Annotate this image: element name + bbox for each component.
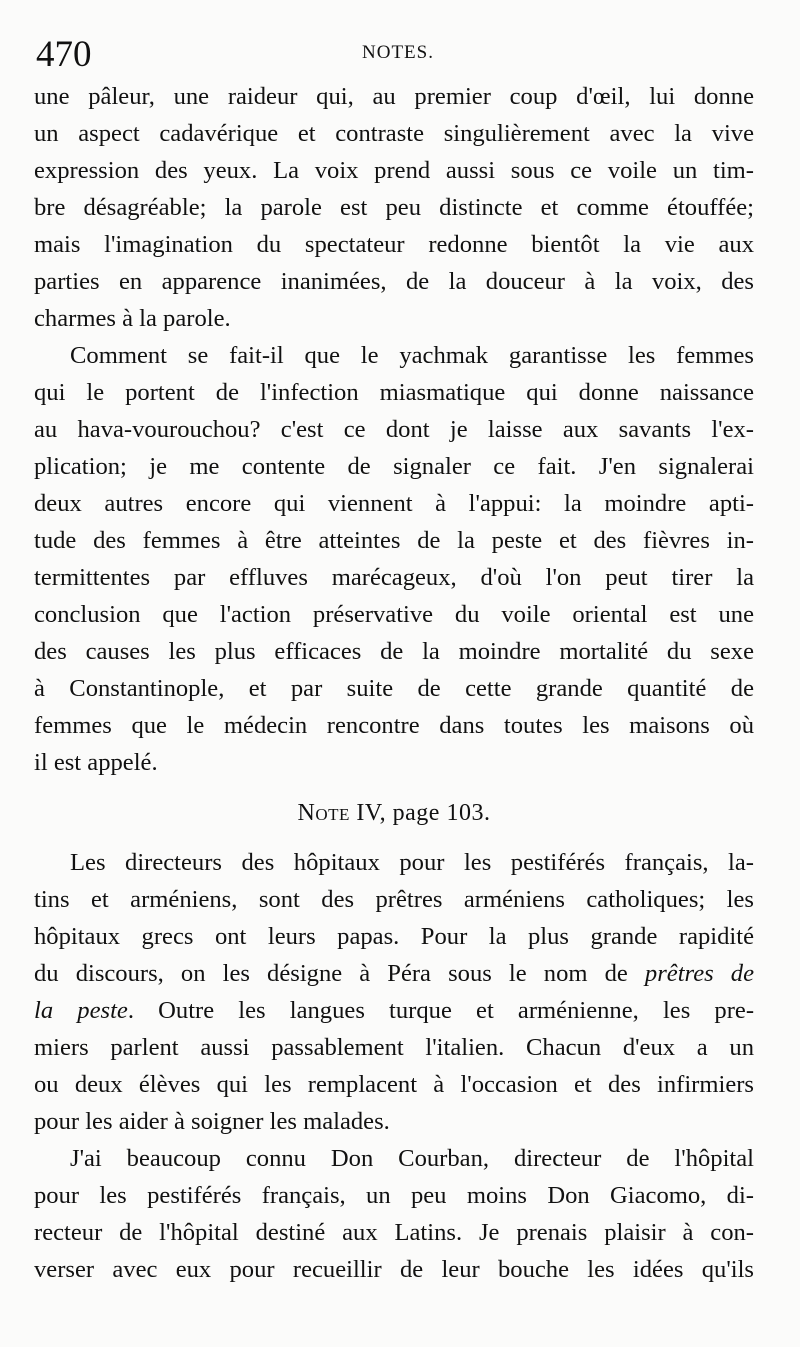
italic-term: prêtres de [644, 960, 754, 987]
text-run: du discours, on les désigne à Péra sous le nom de [34, 960, 645, 987]
text-line: termittentes par effluves marécageux, d'où l'on peut tirer la [34, 564, 754, 591]
text-line: recteur de l'hôpital destiné aux Latins. Je prenais plaisir à con- [34, 1219, 754, 1246]
text-line: hôpitaux grecs ont leurs papas. Pour la plus grande rapidité [34, 923, 754, 950]
text-line [34, 992, 754, 1029]
text-line: mais l'imagination du spectateur redonne bientôt la vie aux [34, 231, 754, 258]
paragraph-3 [34, 844, 754, 1140]
text-line: un aspect cadavérique et contraste singulièrement avec la vive [34, 120, 754, 147]
paragraph-2 [34, 337, 754, 781]
note-heading-rest: IV, page 103. [349, 800, 491, 826]
text-line: à Constantinople, et par suite de cette grande quantité de [34, 675, 754, 702]
text-line: Les directeurs des hôpitaux pour les pestiférés français, la- [70, 849, 754, 876]
text-line: miers parlent aussi passablement l'italien. Chacun d'eux a un [34, 1034, 754, 1061]
text-line: deux autres encore qui viennent à l'appui: la moindre apti- [34, 490, 754, 517]
text-line: au hava-vourouchou? c'est ce dont je laisse aux savants l'ex- [34, 416, 754, 443]
paragraph-1 [34, 78, 754, 337]
text-line: bre désagréable; la parole est peu distincte et comme étouffée; [34, 194, 754, 221]
text-line: ou deux élèves qui les remplacent à l'occasion et des infirmiers [34, 1071, 754, 1098]
text-line: pour les aider à soigner les malades. [34, 1108, 390, 1135]
text-line: conclusion que l'action préservative du voile oriental est une [34, 601, 754, 628]
text-line: pour les pestiférés français, un peu moins Don Giacomo, di- [34, 1182, 754, 1209]
page-body [34, 78, 754, 1288]
text-line: une pâleur, une raideur qui, au premier coup d'œil, lui donne [34, 83, 754, 110]
text-line: Comment se fait-il que le yachmak garantisse les femmes [70, 342, 754, 369]
page-number: 470 [36, 34, 92, 75]
text-line: expression des yeux. La voix prend aussi sous ce voile un tim- [34, 157, 754, 184]
text-line: plication; je me contente de signaler ce fait. J'en signalerai [34, 453, 754, 480]
page-header [36, 30, 760, 80]
running-head: NOTES. [362, 42, 434, 63]
note-heading-word: Note [297, 800, 350, 826]
text-line [34, 955, 754, 992]
text-line: femmes que le médecin rencontre dans toutes les maisons où [34, 712, 754, 739]
italic-term: la peste [34, 997, 128, 1024]
text-run: . Outre les langues turque et arménienne, les pre- [127, 997, 755, 1024]
text-line: tins et arméniens, sont des prêtres arméniens catholiques; les [34, 886, 754, 913]
text-line: parties en apparence inanimées, de la douceur à la voix, des [34, 268, 754, 295]
text-line: des causes les plus efficaces de la moindre mortalité du sexe [34, 638, 754, 665]
text-line: charmes à la parole. [34, 305, 231, 332]
text-line: il est appelé. [34, 749, 158, 776]
text-line: verser avec eux pour recueillir de leur bouche les idées qu'ils [34, 1256, 754, 1283]
text-line: qui le portent de l'infection miasmatique qui donne naissance [34, 379, 754, 406]
note-heading [34, 795, 754, 832]
paragraph-4 [34, 1140, 754, 1288]
text-line: tude des femmes à être atteintes de la peste et des fièvres in- [34, 527, 754, 554]
text-line: J'ai beaucoup connu Don Courban, directeur de l'hôpital [70, 1145, 754, 1172]
